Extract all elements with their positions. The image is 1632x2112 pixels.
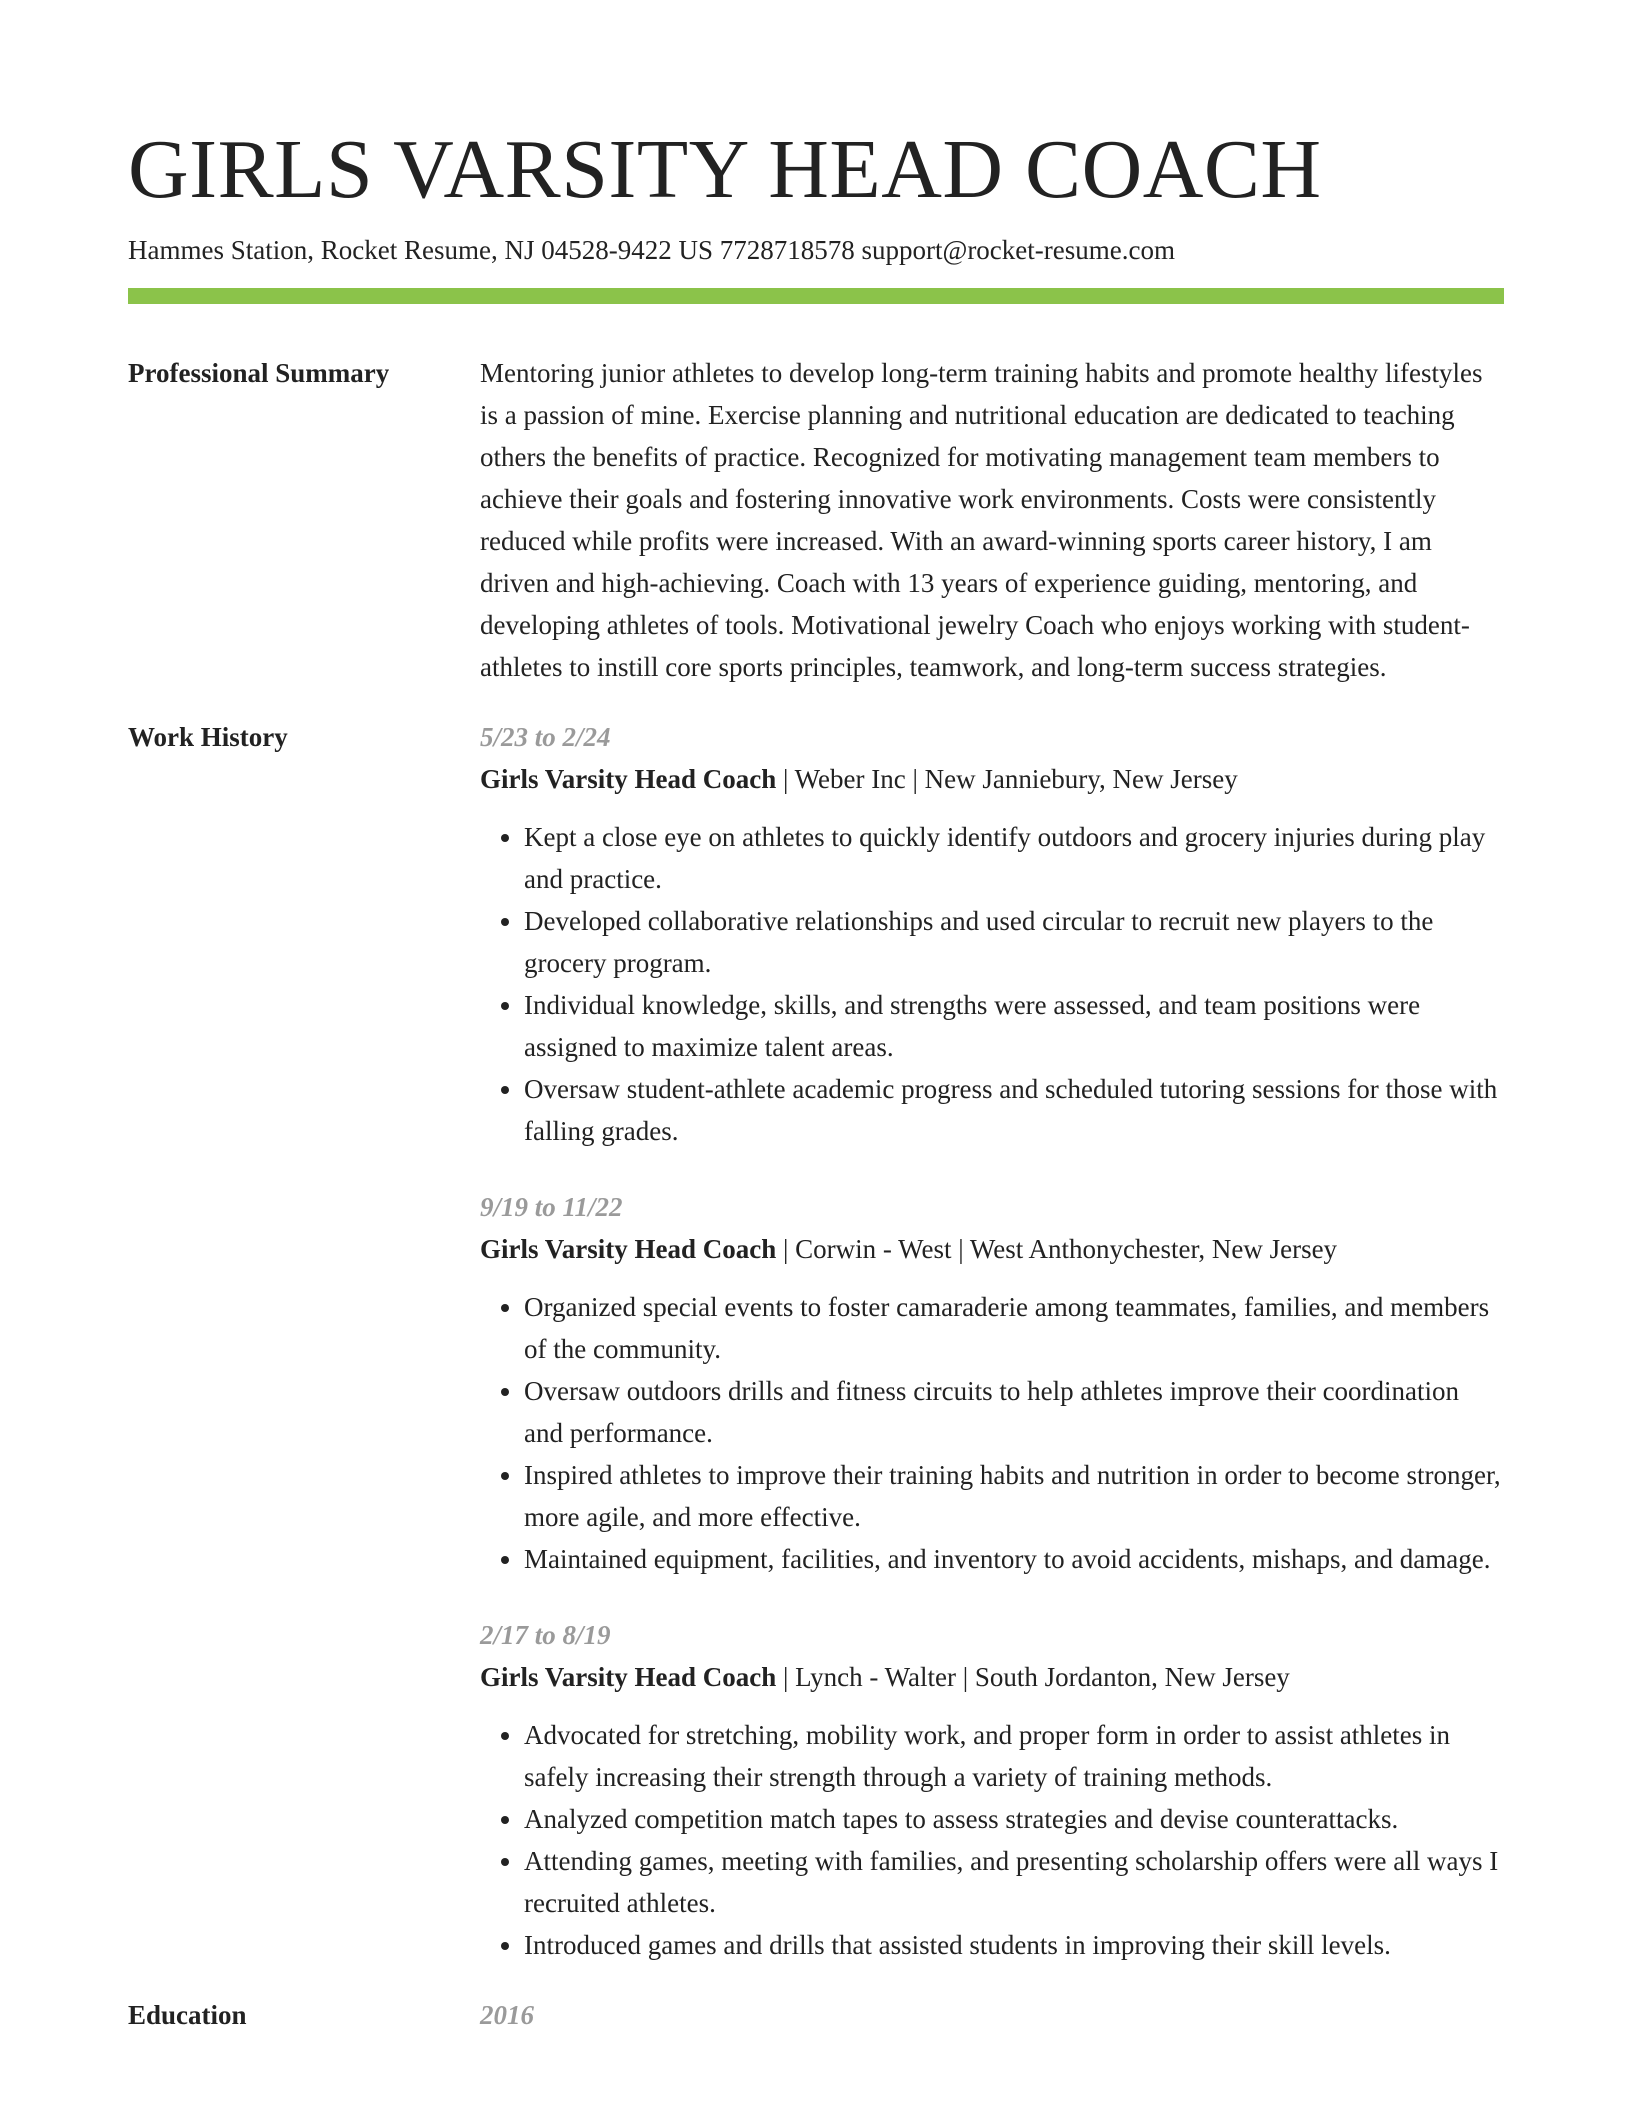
job-entry <box>480 1614 1504 1966</box>
job-bullet: • Developed collaborative relationships and used circular to recruit new players to the grocery program. <box>524 900 1504 984</box>
job-bullet: • Attending games, meeting with families, and presenting scholarship offers were all ways I recruited athletes. <box>524 1840 1504 1924</box>
job-details: | Corwin - West | West Anthonychester, New Jersey <box>776 1234 1338 1264</box>
section-label-summary: Professional Summary <box>128 358 390 388</box>
job-bullet: • Introduced games and drills that assisted students in improving their skill levels. <box>524 1924 1504 1966</box>
job-dates: 2/17 to 8/19 <box>480 1620 611 1650</box>
job-bullet: • Individual knowledge, skills, and strengths were assessed, and team positions were assigned to maximize talent areas. <box>524 984 1504 1068</box>
resume-page <box>128 118 1504 2036</box>
job-bullet: • Inspired athletes to improve their training habits and nutrition in order to become stronger, more agile, and more effective. <box>524 1454 1504 1538</box>
professional-summary-section <box>128 352 1504 688</box>
job-dates: 9/19 to 11/22 <box>480 1192 623 1222</box>
contact-info: Hammes Station, Rocket Resume, NJ 04528-9422 US 7728718578 support@rocket-resume.com <box>128 235 1175 265</box>
job-bullet: • Oversaw outdoors drills and fitness circuits to help athletes improve their coordination and performance. <box>524 1370 1504 1454</box>
job-entry <box>480 716 1504 1152</box>
job-heading <box>480 1228 1504 1270</box>
job-title: Girls Varsity Head Coach <box>480 1662 777 1692</box>
job-title: Girls Varsity Head Coach <box>480 1234 777 1264</box>
job-details: | Lynch - Walter | South Jordanton, New Jersey <box>776 1662 1290 1692</box>
job-title: Girls Varsity Head Coach <box>480 764 777 794</box>
job-dates: 5/23 to 2/24 <box>480 722 611 752</box>
job-entry <box>480 1186 1504 1580</box>
job-heading <box>480 758 1504 800</box>
job-bullet: • Oversaw student-athlete academic progress and scheduled tutoring sessions for those with falling grades. <box>524 1068 1504 1152</box>
job-bullet: • Maintained equipment, facilities, and inventory to avoid accidents, mishaps, and damage. <box>524 1538 1504 1580</box>
resume-name-heading: GIRLS VARSITY HEAD COACH <box>128 123 1322 216</box>
accent-divider <box>128 288 1504 304</box>
work-history-section <box>128 716 1504 1966</box>
section-label-work-history: Work History <box>128 722 288 752</box>
job-bullets <box>480 1714 1504 1966</box>
education-section <box>128 1994 1504 2036</box>
education-year: 2016 <box>480 2000 534 2030</box>
job-bullet: • Advocated for stretching, mobility work, and proper form in order to assist athletes in safely increasing their strength through a variety of training methods. <box>524 1714 1504 1798</box>
job-heading <box>480 1656 1504 1698</box>
job-bullet: • Organized special events to foster camaraderie among teammates, families, and members of the community. <box>524 1286 1504 1370</box>
job-bullets <box>480 816 1504 1152</box>
job-bullet: • Analyzed competition match tapes to assess strategies and devise counterattacks. <box>524 1798 1504 1840</box>
job-bullets <box>480 1286 1504 1580</box>
summary-text: Mentoring junior athletes to develop long-term training habits and promote healthy lifestyles is a passion of mine. Exercise planning and nutritional education are dedicated to teaching others the benefits of practice. Recognized for motivating management team members to achieve their goals and fostering innovative work environments. Costs were consistently reduced while profits were increased. With an award-winning sports career history, I am driven and high-achieving. Coach with 13 years of experience guiding, mentoring, and developing athletes of tools. Motivational jewelry Coach who enjoys working with student-athletes to instill core sports principles, teamwork, and long-term success strategies. <box>480 358 1483 682</box>
job-details: | Weber Inc | New Janniebury, New Jersey <box>776 764 1238 794</box>
section-label-education: Education <box>128 2000 247 2030</box>
job-bullet: • Kept a close eye on athletes to quickly identify outdoors and grocery injuries during play and practice. <box>524 816 1504 900</box>
